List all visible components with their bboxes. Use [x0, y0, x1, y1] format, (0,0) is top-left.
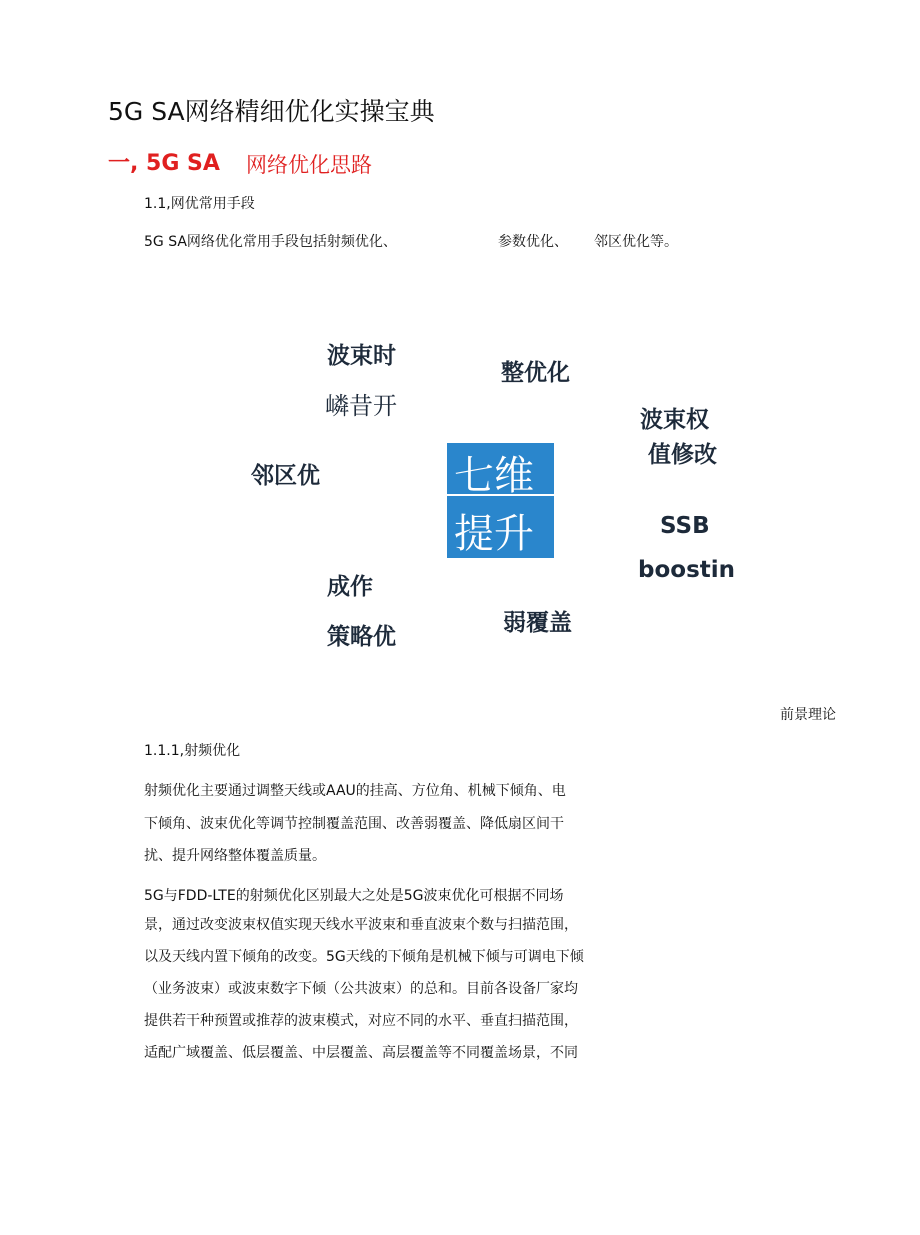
paragraph-line: 下倾角、波束优化等调节控制覆盖范围、改善弱覆盖、降低扇区间干 — [144, 816, 564, 832]
paragraph-line: 以及天线内置下倾角的改变。5G天线的下倾角是机械下倾与可调电下倾 — [144, 949, 584, 965]
intro-text-part2: 参数优化、 — [498, 234, 568, 250]
intro-text-part1: 5G SA网络优化常用手段包括射频优化、 — [144, 234, 397, 250]
diagram-item-strategy: 成作 — [327, 574, 373, 600]
paragraph-line: 扰、提升网络整体覆盖质量。 — [144, 848, 326, 864]
section-number: 一, 5G SA — [108, 151, 220, 176]
diagram-center-line2: 提升 — [454, 511, 534, 557]
diagram-item-neighbor: 邻区优 — [251, 463, 320, 489]
diagram-item-ssb: SSB — [660, 513, 710, 539]
paragraph-line: 5G与FDD-LTE的射频优化区别最大之处是5G波束优化可根据不同场 — [144, 888, 564, 904]
paragraph-line: （业务波束）或波束数字下倾（公共波束）的总和。目前各设备厂家均 — [144, 981, 578, 997]
diagram-item-ssb-2: boostin — [638, 557, 736, 583]
page-title: 5G SA网络精细优化实操宝典 — [108, 97, 435, 126]
paragraph-line: 射频优化主要通过调整天线或AAU的挂高、方位角、机械下倾角、电 — [144, 783, 566, 799]
figure-caption: 前景理论 — [780, 707, 836, 723]
diagram-item-beam-time: 波束时 — [327, 343, 396, 369]
paragraph-line: 适配广域覆盖、低层覆盖、中层覆盖、高层覆盖等不同覆盖场景，不同 — [144, 1045, 578, 1061]
diagram-item-beam-weight-2: 值修改 — [648, 442, 717, 468]
paragraph-line: 景，通过改变波束权值实现天线水平波束和垂直波束个数与扫描范围， — [144, 917, 578, 933]
paragraph-line: 提供若干种预置或推荐的波束模式，对应不同的水平、垂直扫描范围， — [144, 1013, 578, 1029]
intro-text-part3: 邻区优化等。 — [594, 234, 678, 250]
diagram-item-beam-weight: 波束权 — [640, 407, 709, 433]
diagram-item-optimize: 整优化 — [501, 360, 570, 386]
subsection-heading-1-1-1: 1.1.1,射频优化 — [144, 743, 241, 759]
diagram-item-beam-time-2: 嶙昔开 — [325, 392, 397, 420]
subsection-heading-1-1: 1.1,网优常用手段 — [144, 196, 255, 212]
diagram-item-strategy-2: 策略优 — [327, 624, 396, 650]
diagram-item-weak-cover: 弱覆盖 — [503, 610, 572, 636]
diagram-center-line1: 七维 — [454, 453, 534, 499]
section-heading: 网络优化思路 — [246, 153, 372, 177]
